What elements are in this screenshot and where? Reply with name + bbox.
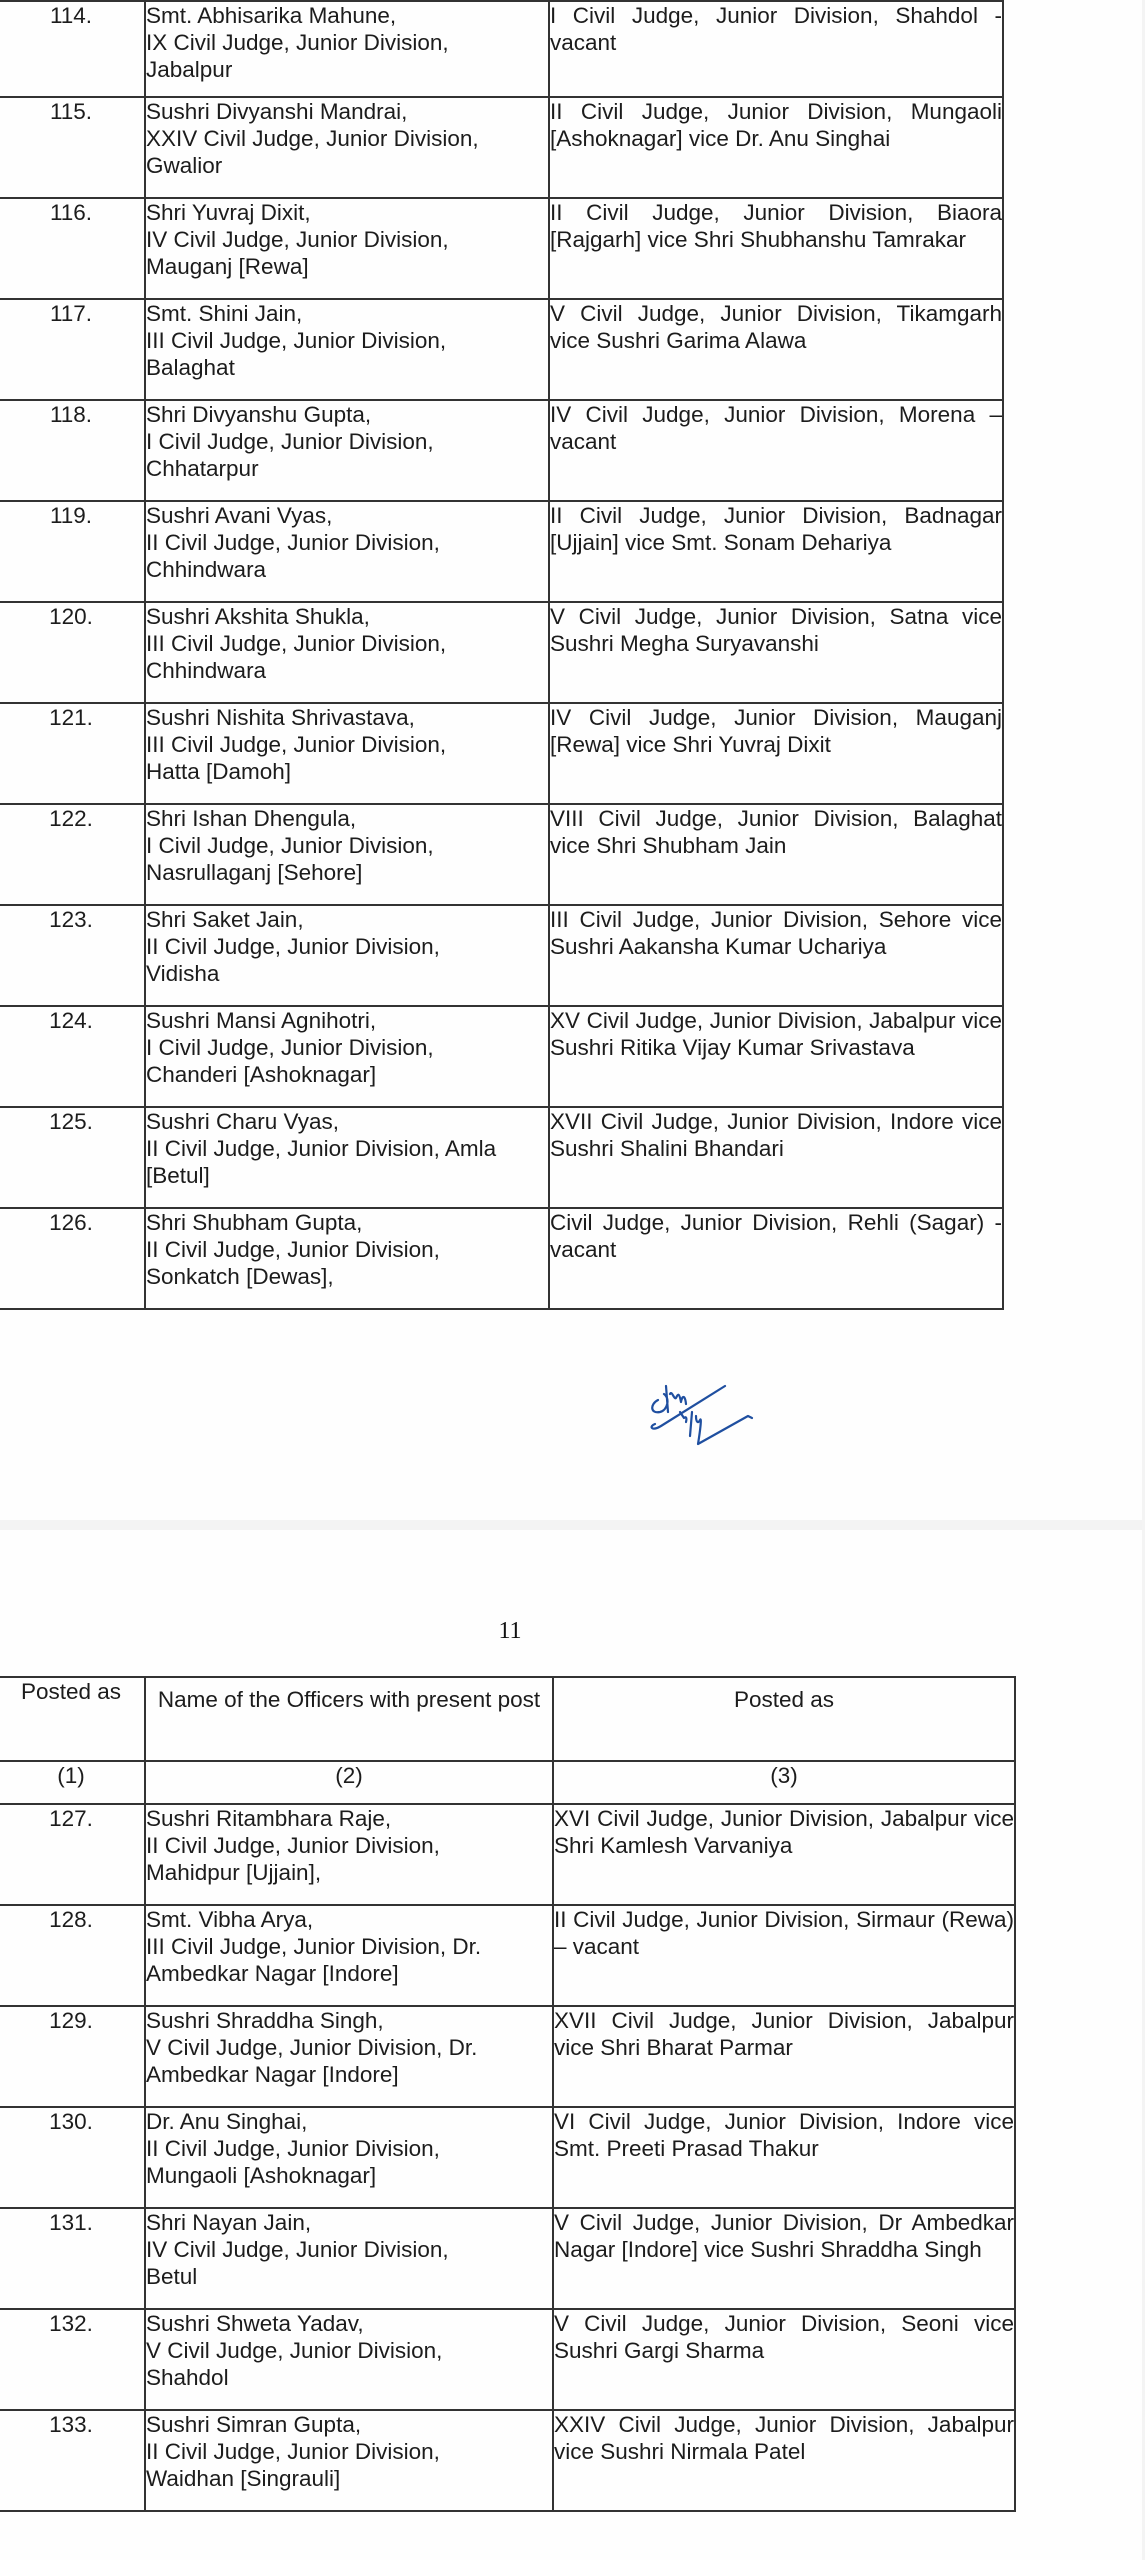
column-number-row bbox=[0, 1761, 1015, 1804]
serial-number: 126. bbox=[0, 1208, 145, 1309]
officer-name-and-present-post bbox=[145, 905, 549, 1006]
serial-number: 129. bbox=[0, 2006, 145, 2107]
present-post-line: II Civil Judge, Junior Division, bbox=[146, 2439, 440, 2464]
serial-number: 119. bbox=[0, 501, 145, 602]
table-row bbox=[0, 400, 1003, 501]
posted-as: II Civil Judge, Junior Division, Sirmaur (Rewa) – vacant bbox=[553, 1905, 1015, 2006]
table-row bbox=[0, 2208, 1015, 2309]
officer-name-and-present-post bbox=[145, 2410, 553, 2511]
posted-as: XVII Civil Judge, Junior Division, Indore vice Sushri Shalini Bhandari bbox=[549, 1107, 1003, 1208]
posted-as: V Civil Judge, Junior Division, Dr Ambedkar Nagar [Indore] vice Sushri Shraddha Singh bbox=[553, 2208, 1015, 2309]
present-post-line: Balaghat bbox=[146, 355, 235, 380]
officer-name-and-present-post bbox=[145, 1006, 549, 1107]
posting-table-page-2 bbox=[0, 1676, 1016, 2512]
page-separator bbox=[0, 1520, 1145, 1530]
officer-name: Sushri Simran Gupta, bbox=[146, 2412, 362, 2437]
officer-name-and-present-post bbox=[145, 501, 549, 602]
header-officer-name: Name of the Officers with present post bbox=[145, 1677, 553, 1761]
serial-number: 125. bbox=[0, 1107, 145, 1208]
posted-as: VI Civil Judge, Junior Division, Indore vice Smt. Preeti Prasad Thakur bbox=[553, 2107, 1015, 2208]
present-post-line: Betul bbox=[146, 2264, 198, 2289]
officer-name-and-present-post bbox=[145, 804, 549, 905]
table-row bbox=[0, 905, 1003, 1006]
officer-name-and-present-post bbox=[145, 602, 549, 703]
present-post-line: II Civil Judge, Junior Division, bbox=[146, 934, 440, 959]
posted-as: IV Civil Judge, Junior Division, Mauganj [Rewa] vice Shri Yuvraj Dixit bbox=[549, 703, 1003, 804]
table-row bbox=[0, 602, 1003, 703]
officer-name: Sushri Avani Vyas, bbox=[146, 503, 333, 528]
posted-as: V Civil Judge, Junior Division, Tikamgarh vice Sushri Garima Alawa bbox=[549, 299, 1003, 400]
officer-name-and-present-post bbox=[145, 2006, 553, 2107]
table-row bbox=[0, 97, 1003, 198]
table-header bbox=[0, 1677, 1015, 1804]
table-row bbox=[0, 1107, 1003, 1208]
table-row bbox=[0, 703, 1003, 804]
present-post-line: III Civil Judge, Junior Division, bbox=[146, 631, 447, 656]
posted-as: I Civil Judge, Junior Division, Shahdol - vacant bbox=[549, 1, 1003, 97]
officer-name-and-present-post bbox=[145, 1107, 549, 1208]
present-post-line: Hatta [Damoh] bbox=[146, 759, 292, 784]
table-row bbox=[0, 1208, 1003, 1309]
column-number-1: (1) bbox=[0, 1761, 145, 1804]
serial-number: 127. bbox=[0, 1804, 145, 1905]
officer-name: Shri Shubham Gupta, bbox=[146, 1210, 363, 1235]
present-post-line: IX Civil Judge, Junior Division, bbox=[146, 30, 449, 55]
officer-name-and-present-post bbox=[145, 97, 549, 198]
table-row bbox=[0, 1, 1003, 97]
officer-name: Sushri Shraddha Singh, bbox=[146, 2008, 384, 2033]
serial-number: 124. bbox=[0, 1006, 145, 1107]
officer-name: Shri Yuvraj Dixit, bbox=[146, 200, 311, 225]
serial-number: 128. bbox=[0, 1905, 145, 2006]
present-post-line: Nasrullaganj [Sehore] bbox=[146, 860, 363, 885]
present-post-line: XXIV Civil Judge, Junior Division, bbox=[146, 126, 479, 151]
present-post-line: I Civil Judge, Junior Division, bbox=[146, 429, 434, 454]
present-post-line: Ambedkar Nagar [Indore] bbox=[146, 2062, 399, 2087]
serial-number: 117. bbox=[0, 299, 145, 400]
officer-name: Shri Ishan Dhengula, bbox=[146, 806, 357, 831]
present-post-line: II Civil Judge, Junior Division, bbox=[146, 2136, 440, 2161]
posted-as: II Civil Judge, Junior Division, Badnagar [Ujjain] vice Smt. Sonam Dehariya bbox=[549, 501, 1003, 602]
officer-name-and-present-post bbox=[145, 299, 549, 400]
officer-name: Sushri Charu Vyas, bbox=[146, 1109, 339, 1134]
present-post-line: III Civil Judge, Junior Division, bbox=[146, 732, 447, 757]
header-row bbox=[0, 1677, 1015, 1761]
present-post-line: Shahdol bbox=[146, 2365, 229, 2390]
page-number: 11 bbox=[498, 1618, 522, 1644]
officer-name-and-present-post bbox=[145, 198, 549, 299]
posted-as: V Civil Judge, Junior Division, Satna vice Sushri Megha Suryavanshi bbox=[549, 602, 1003, 703]
officer-name-and-present-post bbox=[145, 400, 549, 501]
column-number-2: (2) bbox=[145, 1761, 553, 1804]
posting-table-body bbox=[0, 1804, 1015, 2511]
table-row bbox=[0, 2410, 1015, 2511]
officer-name: Sushri Divyanshi Mandrai, bbox=[146, 99, 408, 124]
signature-initials bbox=[640, 1372, 840, 1462]
table-row bbox=[0, 2006, 1015, 2107]
posting-table-body bbox=[0, 1, 1003, 1309]
present-post-line: III Civil Judge, Junior Division, bbox=[146, 328, 447, 353]
officer-name: Shri Divyanshu Gupta, bbox=[146, 402, 372, 427]
serial-number: 133. bbox=[0, 2410, 145, 2511]
serial-number: 116. bbox=[0, 198, 145, 299]
serial-number: 132. bbox=[0, 2309, 145, 2410]
officer-name-and-present-post bbox=[145, 2309, 553, 2410]
posted-as: II Civil Judge, Junior Division, Biaora [Rajgarh] vice Shri Shubhanshu Tamrakar bbox=[549, 198, 1003, 299]
officer-name-and-present-post bbox=[145, 1905, 553, 2006]
present-post-line: II Civil Judge, Junior Division, Amla bbox=[146, 1136, 497, 1161]
table-row bbox=[0, 804, 1003, 905]
posted-as: XXIV Civil Judge, Junior Division, Jabalpur vice Sushri Nirmala Patel bbox=[553, 2410, 1015, 2511]
officer-name-and-present-post bbox=[145, 2107, 553, 2208]
present-post-line: Mauganj [Rewa] bbox=[146, 254, 309, 279]
posted-as: XVII Civil Judge, Junior Division, Jabalpur vice Shri Bharat Parmar bbox=[553, 2006, 1015, 2107]
posted-as: V Civil Judge, Junior Division, Seoni vice Sushri Gargi Sharma bbox=[553, 2309, 1015, 2410]
present-post-line: Sonkatch [Dewas], bbox=[146, 1264, 334, 1289]
posted-as: IV Civil Judge, Junior Division, Morena – vacant bbox=[549, 400, 1003, 501]
posted-as: VIII Civil Judge, Junior Division, Balaghat vice Shri Shubham Jain bbox=[549, 804, 1003, 905]
serial-number: 120. bbox=[0, 602, 145, 703]
officer-name: Sushri Mansi Agnihotri, bbox=[146, 1008, 377, 1033]
serial-number: 114. bbox=[0, 1, 145, 97]
officer-name: Smt. Vibha Arya, bbox=[146, 1907, 314, 1932]
officer-name: Dr. Anu Singhai, bbox=[146, 2109, 308, 2134]
posted-as: II Civil Judge, Junior Division, Mungaoli [Ashoknagar] vice Dr. Anu Singhai bbox=[549, 97, 1003, 198]
header-posted-as-left: Posted as bbox=[0, 1677, 145, 1761]
table-row bbox=[0, 1905, 1015, 2006]
posted-as: Civil Judge, Junior Division, Rehli (Sagar) - vacant bbox=[549, 1208, 1003, 1309]
officer-name: Sushri Nishita Shrivastava, bbox=[146, 705, 415, 730]
header-posted-as: Posted as bbox=[553, 1677, 1015, 1761]
officer-name: Smt. Abhisarika Mahune, bbox=[146, 3, 397, 28]
present-post-line: IV Civil Judge, Junior Division, bbox=[146, 2237, 449, 2262]
table-row bbox=[0, 2107, 1015, 2208]
present-post-line: [Betul] bbox=[146, 1163, 210, 1188]
present-post-line: II Civil Judge, Junior Division, bbox=[146, 530, 440, 555]
present-post-line: Chhatarpur bbox=[146, 456, 259, 481]
officer-name: Sushri Akshita Shukla, bbox=[146, 604, 370, 629]
present-post-line: IV Civil Judge, Junior Division, bbox=[146, 227, 449, 252]
posted-as: III Civil Judge, Junior Division, Sehore vice Sushri Aakansha Kumar Uchariya bbox=[549, 905, 1003, 1006]
posting-table-page-1 bbox=[0, 0, 1004, 1310]
present-post-line: V Civil Judge, Junior Division, Dr. bbox=[146, 2035, 478, 2060]
present-post-line: Waidhan [Singrauli] bbox=[146, 2466, 341, 2491]
present-post-line: I Civil Judge, Junior Division, bbox=[146, 833, 434, 858]
officer-name-and-present-post bbox=[145, 1804, 553, 1905]
present-post-line: I Civil Judge, Junior Division, bbox=[146, 1035, 434, 1060]
present-post-line: Chhindwara bbox=[146, 557, 267, 582]
posted-as: XV Civil Judge, Junior Division, Jabalpur vice Sushri Ritika Vijay Kumar Srivastava bbox=[549, 1006, 1003, 1107]
present-post-line: Mungaoli [Ashoknagar] bbox=[146, 2163, 377, 2188]
officer-name-and-present-post bbox=[145, 1208, 549, 1309]
officer-name: Shri Nayan Jain, bbox=[146, 2210, 312, 2235]
present-post-line: Vidisha bbox=[146, 961, 220, 986]
present-post-line: Chanderi [Ashoknagar] bbox=[146, 1062, 377, 1087]
present-post-line: Jabalpur bbox=[146, 57, 233, 82]
present-post-line: Mahidpur [Ujjain], bbox=[146, 1860, 322, 1885]
serial-number: 121. bbox=[0, 703, 145, 804]
present-post-line: V Civil Judge, Junior Division, bbox=[146, 2338, 443, 2363]
present-post-line: II Civil Judge, Junior Division, bbox=[146, 1833, 440, 1858]
present-post-line: Gwalior bbox=[146, 153, 223, 178]
table-row bbox=[0, 1804, 1015, 1905]
table-row bbox=[0, 299, 1003, 400]
present-post-line: II Civil Judge, Junior Division, bbox=[146, 1237, 440, 1262]
table-row bbox=[0, 1006, 1003, 1107]
officer-name: Sushri Shweta Yadav, bbox=[146, 2311, 364, 2336]
table-row bbox=[0, 198, 1003, 299]
table-row bbox=[0, 2309, 1015, 2410]
table-row bbox=[0, 501, 1003, 602]
officer-name: Shri Saket Jain, bbox=[146, 907, 304, 932]
serial-number: 131. bbox=[0, 2208, 145, 2309]
serial-number: 118. bbox=[0, 400, 145, 501]
present-post-line: III Civil Judge, Junior Division, Dr. bbox=[146, 1934, 482, 1959]
serial-number: 130. bbox=[0, 2107, 145, 2208]
officer-name-and-present-post bbox=[145, 1, 549, 97]
officer-name: Sushri Ritambhara Raje, bbox=[146, 1806, 392, 1831]
serial-number: 122. bbox=[0, 804, 145, 905]
officer-name: Smt. Shini Jain, bbox=[146, 301, 303, 326]
document-page-11 bbox=[0, 1530, 1145, 2560]
serial-number: 123. bbox=[0, 905, 145, 1006]
posted-as: XVI Civil Judge, Junior Division, Jabalpur vice Shri Kamlesh Varvaniya bbox=[553, 1804, 1015, 1905]
officer-name-and-present-post bbox=[145, 703, 549, 804]
present-post-line: Ambedkar Nagar [Indore] bbox=[146, 1961, 399, 1986]
serial-number: 115. bbox=[0, 97, 145, 198]
column-number-3: (3) bbox=[553, 1761, 1015, 1804]
present-post-line: Chhindwara bbox=[146, 658, 267, 683]
officer-name-and-present-post bbox=[145, 2208, 553, 2309]
